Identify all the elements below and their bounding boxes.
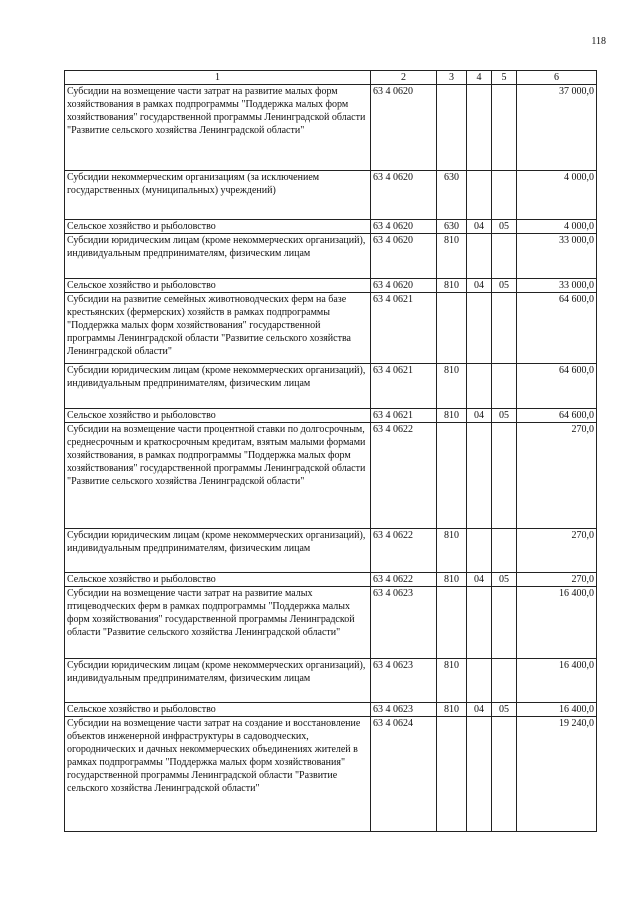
row-name: Сельское хозяйство и рыболовство	[65, 409, 371, 423]
col-header-subsection: 5	[492, 71, 517, 85]
col-header-expense-type: 3	[437, 71, 467, 85]
row-name: Субсидии на возмещение части затрат на создание и восстановление объектов инженерной инфраструктуры в садоводческих, огороднических и дачных некоммерческих объединениях жителей в рамках подпрограммы "Поддержка малых форм хозяйствования" государственной программы Ленинградской области "Развитие сельского хозяйства Ленинградской области"	[65, 717, 371, 832]
row-subsection: 05	[492, 573, 517, 587]
row-sum: 64 600,0	[517, 293, 597, 364]
row-sum: 270,0	[517, 573, 597, 587]
row-sum: 4 000,0	[517, 220, 597, 234]
row-expense-type: 810	[437, 364, 467, 409]
row-subsection	[492, 85, 517, 171]
table-row	[65, 293, 597, 364]
row-code: 63 4 0620	[371, 234, 437, 279]
row-name: Субсидии юридическим лицам (кроме некоммерческих организаций), индивидуальным предпринимателям, физическим лицам	[65, 364, 371, 409]
row-name: Сельское хозяйство и рыболовство	[65, 279, 371, 293]
row-subsection	[492, 529, 517, 573]
row-name: Сельское хозяйство и рыболовство	[65, 703, 371, 717]
row-name: Сельское хозяйство и рыболовство	[65, 220, 371, 234]
row-expense-type	[437, 423, 467, 529]
row-subsection	[492, 659, 517, 703]
row-code: 63 4 0622	[371, 423, 437, 529]
row-expense-type: 810	[437, 529, 467, 573]
row-name: Сельское хозяйство и рыболовство	[65, 573, 371, 587]
col-header-sum: 6	[517, 71, 597, 85]
row-section: 04	[467, 279, 492, 293]
table-row	[65, 279, 597, 293]
row-name: Субсидии на возмещение части процентной ставки по долгосрочным, среднесрочным и краткосрочным кредитам, взятым малыми формами хозяйствования, в рамках подпрограммы "Поддержка малых форм хозяйствования" государственной программы Ленинградской области "Развитие сельского хозяйства Ленинградской области"	[65, 423, 371, 529]
row-name: Субсидии на возмещение части затрат на развитие малых птицеводческих ферм в рамках подпрограммы "Поддержка малых форм хозяйствования" государственной программы Ленинградской области "Развитие сельского хозяйства Ленинградской области"	[65, 587, 371, 659]
row-name: Субсидии на развитие семейных животноводческих ферм на базе крестьянских (фермерских) хозяйств в рамках подпрограммы "Поддержка малых форм хозяйствования" государственной программы Ленинградской области "Развитие сельского хозяйства Ленинградской области"	[65, 293, 371, 364]
row-expense-type: 810	[437, 279, 467, 293]
row-section	[467, 85, 492, 171]
row-code: 63 4 0621	[371, 364, 437, 409]
table-row	[65, 587, 597, 659]
row-code: 63 4 0621	[371, 293, 437, 364]
row-subsection: 05	[492, 409, 517, 423]
row-section: 04	[467, 409, 492, 423]
row-expense-type: 630	[437, 171, 467, 220]
row-expense-type: 630	[437, 220, 467, 234]
table-row	[65, 529, 597, 573]
table-row	[65, 364, 597, 409]
row-expense-type	[437, 85, 467, 171]
row-expense-type: 810	[437, 659, 467, 703]
row-expense-type: 810	[437, 409, 467, 423]
row-subsection	[492, 293, 517, 364]
row-section	[467, 529, 492, 573]
col-header-name: 1	[65, 71, 371, 85]
row-name: Субсидии на возмещение части затрат на развитие малых форм хозяйствования в рамках подпрограммы "Поддержка малых форм хозяйствования" государственной программы Ленинградской области "Развитие сельского хозяйства Ленинградской области"	[65, 85, 371, 171]
row-code: 63 4 0624	[371, 717, 437, 832]
row-section	[467, 717, 492, 832]
row-expense-type	[437, 587, 467, 659]
row-expense-type	[437, 717, 467, 832]
row-subsection	[492, 364, 517, 409]
table-row	[65, 703, 597, 717]
header-row	[65, 71, 597, 85]
row-name: Субсидии некоммерческим организациям (за исключением государственных (муниципальных) учреждений)	[65, 171, 371, 220]
table-row	[65, 409, 597, 423]
row-sum: 33 000,0	[517, 279, 597, 293]
row-name: Субсидии юридическим лицам (кроме некоммерческих организаций), индивидуальным предпринимателям, физическим лицам	[65, 529, 371, 573]
row-subsection: 05	[492, 279, 517, 293]
row-subsection	[492, 587, 517, 659]
row-section	[467, 587, 492, 659]
row-subsection: 05	[492, 703, 517, 717]
row-sum: 4 000,0	[517, 171, 597, 220]
row-sum: 270,0	[517, 423, 597, 529]
row-code: 63 4 0622	[371, 573, 437, 587]
row-code: 63 4 0620	[371, 171, 437, 220]
budget-table	[64, 70, 597, 832]
row-subsection	[492, 171, 517, 220]
row-sum: 19 240,0	[517, 717, 597, 832]
row-section	[467, 364, 492, 409]
row-code: 63 4 0623	[371, 587, 437, 659]
row-expense-type	[437, 293, 467, 364]
table-row	[65, 423, 597, 529]
table-row	[65, 171, 597, 220]
row-section	[467, 423, 492, 529]
row-code: 63 4 0621	[371, 409, 437, 423]
row-subsection	[492, 234, 517, 279]
row-expense-type: 810	[437, 573, 467, 587]
row-sum: 64 600,0	[517, 364, 597, 409]
row-section	[467, 659, 492, 703]
col-header-code: 2	[371, 71, 437, 85]
table-row	[65, 573, 597, 587]
row-expense-type: 810	[437, 234, 467, 279]
row-sum: 16 400,0	[517, 659, 597, 703]
row-sum: 64 600,0	[517, 409, 597, 423]
row-section: 04	[467, 573, 492, 587]
table-row	[65, 220, 597, 234]
table-row	[65, 85, 597, 171]
row-name: Субсидии юридическим лицам (кроме некоммерческих организаций), индивидуальным предпринимателям, физическим лицам	[65, 234, 371, 279]
row-section: 04	[467, 220, 492, 234]
row-code: 63 4 0620	[371, 279, 437, 293]
row-sum: 16 400,0	[517, 587, 597, 659]
table-row	[65, 659, 597, 703]
row-section	[467, 234, 492, 279]
row-section	[467, 171, 492, 220]
table-row	[65, 234, 597, 279]
row-subsection	[492, 717, 517, 832]
col-header-section: 4	[467, 71, 492, 85]
row-code: 63 4 0623	[371, 703, 437, 717]
row-code: 63 4 0620	[371, 220, 437, 234]
row-sum: 270,0	[517, 529, 597, 573]
row-subsection: 05	[492, 220, 517, 234]
row-name: Субсидии юридическим лицам (кроме некоммерческих организаций), индивидуальным предпринимателям, физическим лицам	[65, 659, 371, 703]
page-number: 118	[591, 36, 606, 47]
row-sum: 37 000,0	[517, 85, 597, 171]
table-row	[65, 717, 597, 832]
row-subsection	[492, 423, 517, 529]
row-section: 04	[467, 703, 492, 717]
row-sum: 16 400,0	[517, 703, 597, 717]
row-section	[467, 293, 492, 364]
row-code: 63 4 0620	[371, 85, 437, 171]
row-code: 63 4 0622	[371, 529, 437, 573]
row-code: 63 4 0623	[371, 659, 437, 703]
row-expense-type: 810	[437, 703, 467, 717]
row-sum: 33 000,0	[517, 234, 597, 279]
